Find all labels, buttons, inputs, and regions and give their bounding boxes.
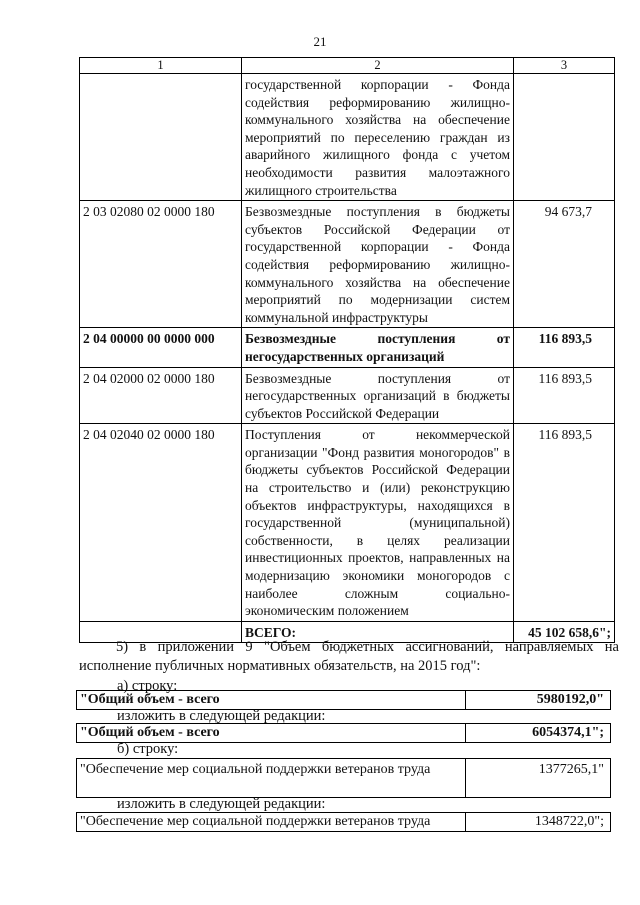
row-text: государственной корпорации - Фонда содействия реформированию жилищно-коммунального хозяйства на обеспечение мероприятий по переселению граждан из аварийного жилищного фонда с учетом необходимости развития малоэтажного жилищного строительства bbox=[242, 74, 514, 201]
box-b-new bbox=[76, 812, 611, 832]
table-row bbox=[80, 74, 615, 201]
table-row bbox=[80, 328, 615, 367]
box-divider bbox=[465, 759, 466, 797]
row-code: 2 04 00000 00 0000 000 bbox=[80, 328, 242, 367]
row-amount bbox=[514, 74, 615, 201]
item-b-line: б) строку: bbox=[117, 741, 179, 757]
box-b-old-label: "Обеспечение мер социальной поддержки ветеранов труда bbox=[80, 762, 431, 777]
box-b-new-value: 1348722,0"; bbox=[534, 814, 604, 829]
table-row bbox=[80, 201, 615, 328]
row-code bbox=[80, 74, 242, 201]
row-text: Поступления от некоммерческой организации "Фонд развития моногородов" в бюджеты субъектов Российской Федерации на строительство и (или) реконструкцию объектов инфраструктуры, находящихся в государственной (муниципальной) собственности, в целях реализации инвестиционных проектов, направленных на модернизацию экономики моногородов с наиболее сложным социально-экономическим положением bbox=[242, 424, 514, 622]
revenue-table bbox=[79, 57, 615, 643]
total-label: ВСЕГО: bbox=[242, 621, 514, 643]
replace-line-1: изложить в следующей редакции: bbox=[117, 708, 326, 724]
row-amount: 116 893,5 bbox=[514, 424, 615, 622]
box-divider bbox=[465, 724, 466, 742]
row-text: Безвозмездные поступления в бюджеты субъектов Российской Федерации от государственной корпорации - Фонда содействия реформированию жилищно-коммунального хозяйства на обеспечение мероприятий по модернизации систем коммунальной инфраструктуры bbox=[242, 201, 514, 328]
box-divider bbox=[465, 813, 466, 831]
item-a-line: а) строку: bbox=[117, 678, 178, 694]
table-row bbox=[80, 424, 615, 622]
total-amount: 45 102 658,6"; bbox=[514, 621, 615, 643]
table-header-row bbox=[80, 58, 615, 74]
row-text: Безвозмездные поступления от негосударственных организаций bbox=[242, 328, 514, 367]
row-amount: 94 673,7 bbox=[514, 201, 615, 328]
row-code: 2 04 02040 02 0000 180 bbox=[80, 424, 242, 622]
box-a-new-label: "Общий объем - всего bbox=[80, 725, 220, 740]
box-b-old bbox=[76, 758, 611, 798]
header-col-1: 1 bbox=[80, 58, 242, 74]
box-a-old-label: "Общий объем - всего bbox=[80, 692, 220, 707]
header-col-2: 2 bbox=[242, 58, 514, 74]
box-divider bbox=[465, 691, 466, 709]
table-row bbox=[80, 367, 615, 424]
replace-line-2: изложить в следующей редакции: bbox=[117, 796, 326, 812]
row-code: 2 04 02000 02 0000 180 bbox=[80, 367, 242, 424]
row-code: 2 03 02080 02 0000 180 bbox=[80, 201, 242, 328]
item-5-paragraph: 5) в приложении 9 "Объем бюджетных ассигнований, направляемых на исполнение публичных нормативных обязательств, на 2015 год": bbox=[79, 639, 619, 674]
row-text: Безвозмездные поступления от негосударственных организаций в бюджеты субъектов Российской Федерации bbox=[242, 367, 514, 424]
box-a-old-value: 5980192,0" bbox=[536, 692, 604, 707]
box-b-new-label: "Обеспечение мер социальной поддержки ветеранов труда bbox=[80, 814, 431, 829]
row-amount: 116 893,5 bbox=[514, 328, 615, 367]
page-number: 21 bbox=[313, 34, 327, 49]
header-col-3: 3 bbox=[514, 58, 615, 74]
box-a-new-value: 6054374,1"; bbox=[532, 725, 604, 740]
row-amount: 116 893,5 bbox=[514, 367, 615, 424]
box-b-old-value: 1377265,1" bbox=[538, 762, 604, 777]
